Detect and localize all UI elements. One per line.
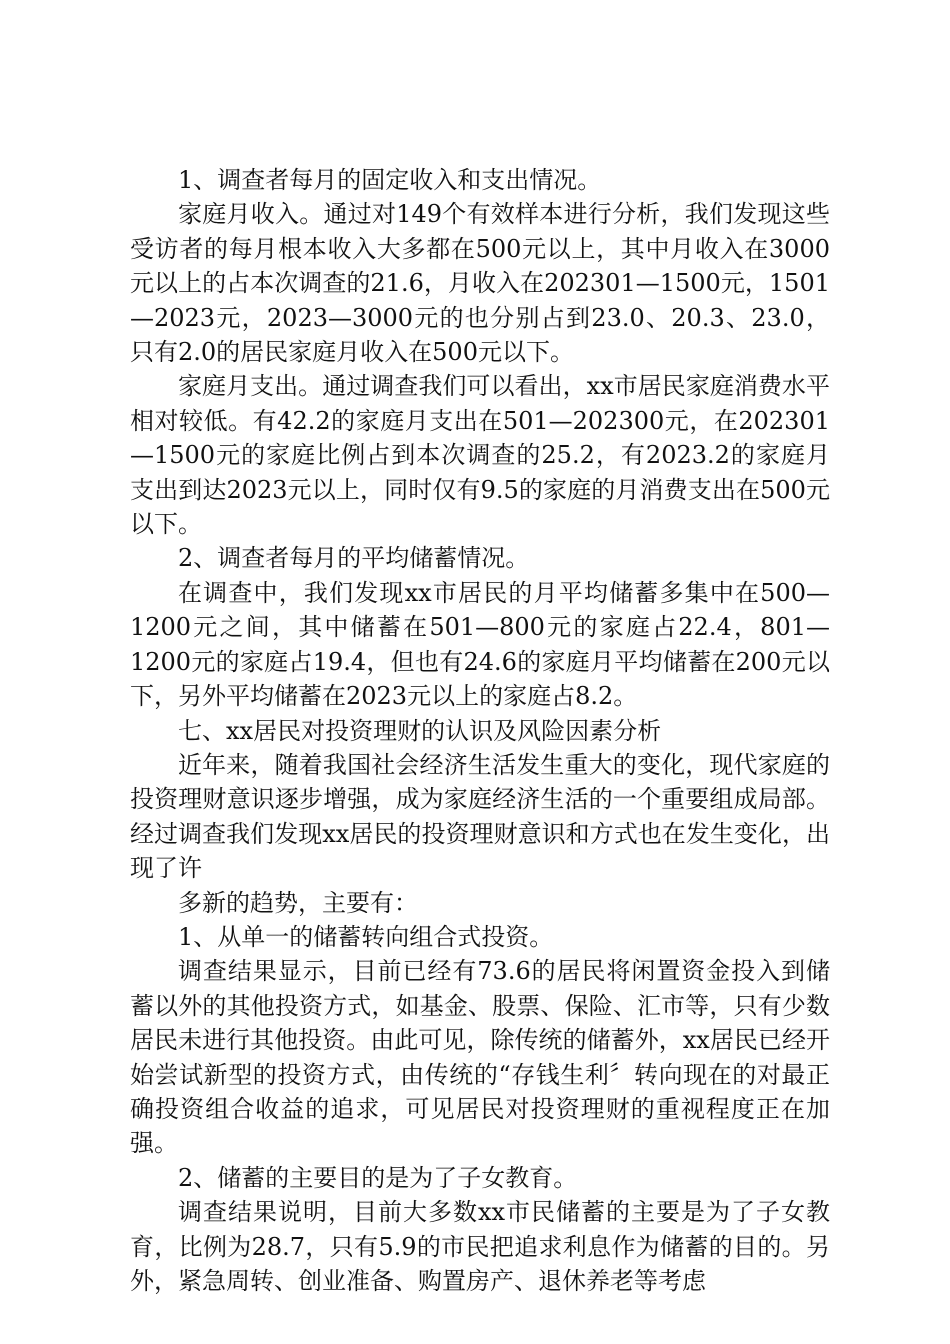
paragraph-monthly-expense: 家庭月支出。通过调查我们可以看出，xx市居民家庭消费水平相对较低。有42.2的家庭月支出在501—202300元，在202301—1500元的家庭比例占到本次调查的25.2，有2023.2的家庭月支出到达2023元以上，同时仅有9.5的家庭的月消费支出在500元以下。 xyxy=(130,372,830,539)
paragraph-savings-survey: 在调查中，我们发现xx市居民的月平均储蓄多集中在500—1200元之间，其中储蓄在501—800元的家庭占22.4，801—1200元的家庭占19.4，但也有24.6的家庭月平均储蓄在200元以下，另外平均储蓄在2023元以上的家庭占8.2。 xyxy=(130,578,830,711)
heading-fixed-income-expense: 1、调查者每月的固定收入和支出情况。 xyxy=(178,166,602,194)
paragraph-monthly-income: 家庭月收入。通过对149个有效样本进行分析，我们发现这些受访者的每月根本收入大多都在500元以上，其中月收入在3000元以上的占本次调查的21.6，月收入在202301—1500元，1501—2023元，2023—3000元的也分别占到23.0、20.3、23.0，只有2.0的居民家庭月收入在500元以下。 xyxy=(130,200,830,367)
section-heading-investment-risk: 七、xx居民对投资理财的认识及风险因素分析 xyxy=(178,716,662,745)
paragraph-investment-awareness: 近年来，随着我国社会经济生活发生重大的变化，现代家庭的投资理财意识逐步增强，成为家庭经济生活的一个重要组成局部。经过调查我们发现xx居民的投资理财意识和方式也在发生变化，出现了许 xyxy=(130,750,830,883)
heading-portfolio-investment: 1、从单一的储蓄转向组合式投资。 xyxy=(178,922,554,951)
heading-average-savings: 2、调查者每月的平均储蓄情况。 xyxy=(178,544,530,573)
heading-education-savings: 2、储蓄的主要目的是为了子女教育。 xyxy=(178,1163,578,1192)
document-body xyxy=(130,163,830,1298)
paragraph-new-trends: 多新的趋势，主要有： xyxy=(178,888,418,917)
paragraph-education-results: 调查结果说明，目前大多数xx市民储蓄的主要是为了子女教育，比例为28.7，只有5.9的市民把追求利息作为储蓄的目的。另外，紧急周转、创业准备、购置房产、退休养老等考虑 xyxy=(130,1198,830,1295)
paragraph-portfolio-results: 调查结果显示，目前已经有73.6的居民将闲置资金投入到储蓄以外的其他投资方式，如基金、股票、保险、汇市等，只有少数居民未进行其他投资。由此可见，除传统的储蓄外，xx居民已经开始尝试新型的投资方式，由传统的“存钱生利〞转向现在的对最正确投资组合收益的追求，可见居民对投资理财的重视程度正在加强。 xyxy=(130,957,830,1158)
